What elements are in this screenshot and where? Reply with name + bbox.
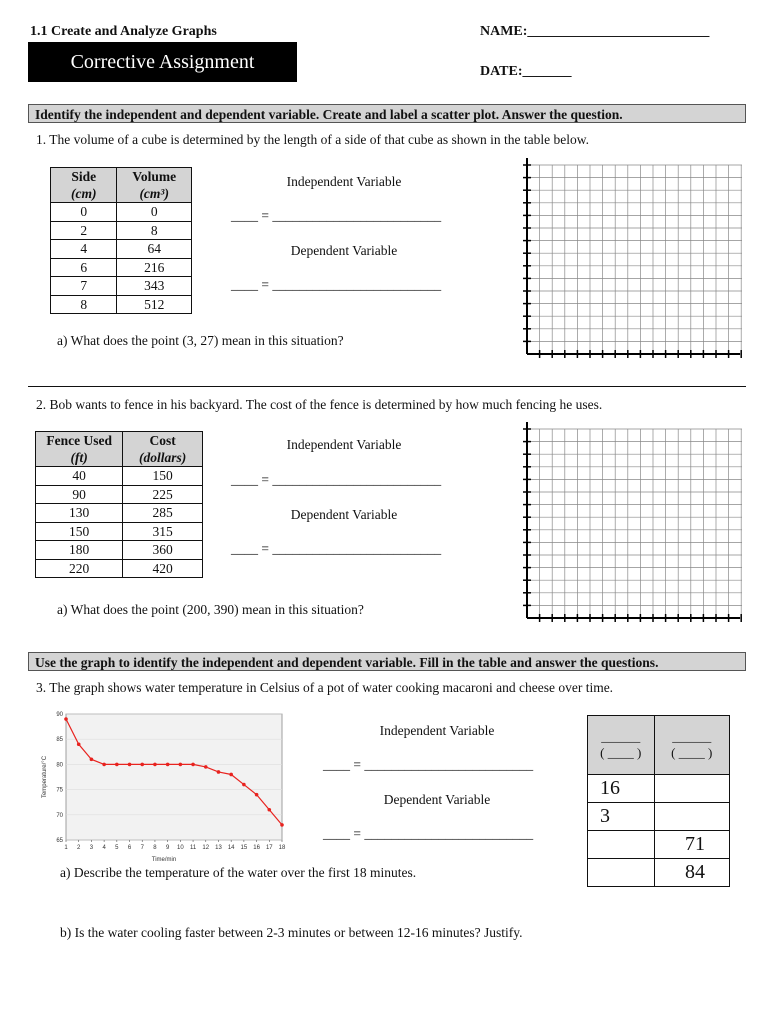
- plot-area: [66, 714, 282, 840]
- data-point: [90, 758, 94, 762]
- data-point: [204, 765, 208, 769]
- q3-independent-blank[interactable]: ____ = _________________________: [323, 757, 534, 772]
- q1-prompt: 1. The volume of a cube is determined by the length of a side of that cube as shown in the table below.: [36, 132, 589, 147]
- table-row: 130 285: [36, 504, 203, 523]
- q2-table: [35, 431, 203, 578]
- y-tick-label: 75: [56, 787, 63, 794]
- y-tick-label: 80: [56, 762, 63, 769]
- data-point: [140, 763, 144, 767]
- data-point: [64, 717, 68, 721]
- table-row: 16: [588, 775, 730, 803]
- data-point: [229, 773, 233, 777]
- x-tick-label: 17: [265, 845, 273, 851]
- table-row: 84: [588, 859, 730, 887]
- q3-fill-col1-header[interactable]: ______ ( ____ ): [588, 716, 655, 775]
- q2-col1-header: Fence Used (ft): [36, 432, 123, 467]
- x-tick-label: 15: [240, 845, 248, 851]
- table-row: 90 225: [36, 485, 203, 504]
- data-point: [242, 783, 246, 787]
- table-row: 3: [588, 803, 730, 831]
- table-row: 71: [588, 831, 730, 859]
- date-field[interactable]: DATE:_______: [480, 64, 572, 79]
- x-tick-label: 18: [278, 845, 286, 851]
- data-point: [166, 763, 170, 767]
- q1-independent-blank[interactable]: ____ = _________________________: [231, 208, 442, 223]
- section-1-instructions: Identify the independent and dependent variable. Create and label a scatter plot. Answer the question.: [28, 104, 746, 123]
- q3-dependent-label: Dependent Variable: [383, 792, 491, 807]
- q3-prompt: 3. The graph shows water temperature in Celsius of a pot of water cooking macaroni and cheese over time.: [36, 680, 614, 695]
- y-tick-label: 90: [56, 712, 63, 718]
- q1-table-header: [51, 168, 192, 203]
- x-tick-label: 13: [215, 845, 222, 851]
- x-tick-label: 9: [165, 845, 170, 851]
- x-axis-label: Time/min: [151, 857, 177, 863]
- q1-dependent-label: Dependent Variable: [290, 243, 398, 258]
- x-tick-label: 3: [89, 845, 94, 851]
- table-row: 6 216: [51, 258, 192, 277]
- q1-dependent-blank[interactable]: ____ = _________________________: [231, 277, 442, 292]
- q3-independent-label: Independent Variable: [379, 723, 495, 738]
- data-point: [280, 823, 284, 827]
- q1-blank-graph-grid[interactable]: [518, 156, 742, 362]
- name-field[interactable]: NAME:__________________________: [480, 24, 710, 39]
- data-point: [255, 793, 259, 797]
- x-tick-label: 7: [140, 845, 144, 851]
- table-row: 180 360: [36, 541, 203, 560]
- q1-independent-label: Independent Variable: [286, 174, 402, 189]
- x-tick-label: 16: [253, 845, 260, 851]
- data-point: [191, 763, 195, 767]
- q1-table: [50, 167, 192, 314]
- q1-question-a: a) What does the point (3, 27) mean in this situation?: [57, 333, 344, 348]
- q1-col1-header: Side (cm): [51, 168, 117, 203]
- x-tick-label: 11: [189, 845, 197, 851]
- q3-question-b: b) Is the water cooling faster between 2-3 minutes or between 12-16 minutes? Justify.: [60, 925, 523, 940]
- data-point: [217, 770, 221, 774]
- q3-fill-table-header: [588, 716, 730, 775]
- y-axis-label: Temperature/°C: [42, 755, 48, 799]
- table-row: 150 315: [36, 522, 203, 541]
- x-tick-label: 8: [153, 845, 157, 851]
- data-point: [128, 763, 132, 767]
- corrective-assignment-banner: Corrective Assignment: [28, 42, 297, 82]
- section-2-instructions: Use the graph to identify the independent and dependent variable. Fill in the table and answer the questions.: [28, 652, 746, 671]
- y-tick-label: 65: [56, 838, 63, 844]
- q2-dependent-blank[interactable]: ____ = _________________________: [231, 541, 442, 556]
- q3-fill-table: [587, 715, 730, 887]
- table-row: 8 512: [51, 295, 192, 314]
- x-tick-label: 10: [177, 845, 184, 851]
- q2-independent-blank[interactable]: ____ = _________________________: [231, 472, 442, 487]
- data-point: [153, 763, 157, 767]
- x-tick-label: 4: [102, 845, 106, 851]
- table-row: 0 0: [51, 203, 192, 222]
- x-tick-label: 12: [202, 845, 210, 851]
- q3-question-a: a) Describe the temperature of the water over the first 18 minutes.: [60, 865, 417, 880]
- data-point: [179, 763, 183, 767]
- q2-blank-graph-grid[interactable]: [518, 420, 742, 626]
- q2-table-header: [36, 432, 203, 467]
- data-point: [267, 808, 271, 812]
- q2-prompt: 2. Bob wants to fence in his backyard. The cost of the fence is determined by how much fencing he uses.: [36, 397, 603, 412]
- q3-dependent-blank[interactable]: ____ = _________________________: [323, 826, 534, 841]
- section-divider: [28, 386, 746, 387]
- data-point: [102, 763, 106, 767]
- data-point: [115, 763, 119, 767]
- q2-independent-label: Independent Variable: [286, 437, 402, 452]
- temperature-line-chart: [36, 706, 286, 866]
- x-tick-label: 2: [77, 845, 81, 851]
- x-tick-label: 14: [227, 845, 235, 851]
- table-row: 7 343: [51, 277, 192, 296]
- q2-col2-header: Cost (dollars): [123, 432, 203, 467]
- data-point: [77, 742, 81, 746]
- table-row: 4 64: [51, 240, 192, 259]
- q1-col2-header: Volume (cm³): [117, 168, 192, 203]
- x-tick-label: 5: [115, 845, 119, 851]
- q2-question-a: a) What does the point (200, 390) mean in this situation?: [57, 602, 364, 617]
- q3-fill-col2-header[interactable]: ______ ( ____ ): [654, 716, 729, 775]
- y-tick-label: 70: [56, 812, 63, 819]
- table-row: 40 150: [36, 467, 203, 486]
- worksheet-title: 1.1 Create and Analyze Graphs: [30, 24, 217, 39]
- table-row: 220 420: [36, 559, 203, 578]
- q2-dependent-label: Dependent Variable: [290, 507, 398, 522]
- y-tick-label: 85: [56, 737, 63, 744]
- x-tick-label: 6: [127, 845, 132, 851]
- x-tick-label: 1: [64, 845, 68, 851]
- table-row: 2 8: [51, 221, 192, 240]
